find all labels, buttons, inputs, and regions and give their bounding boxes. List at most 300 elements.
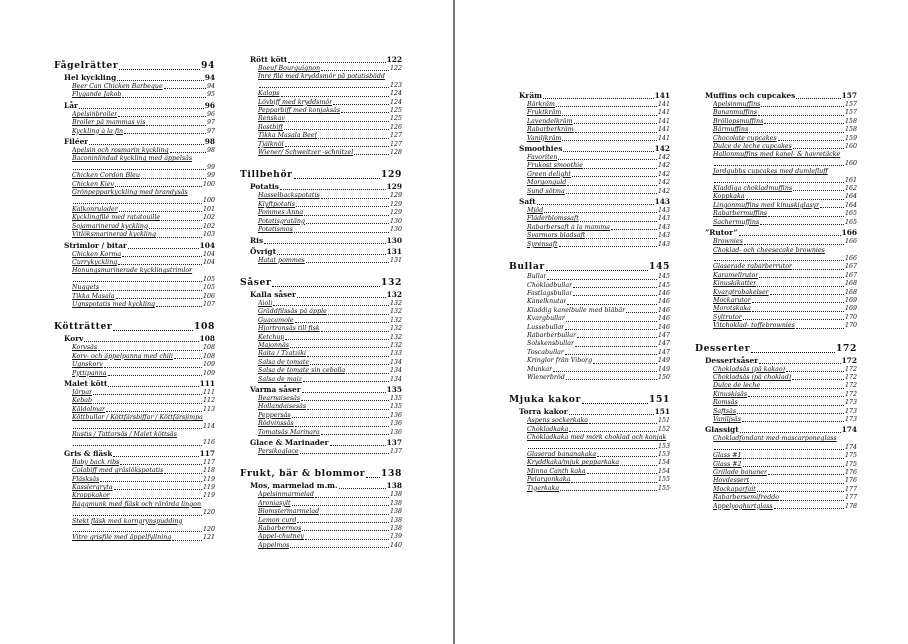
toc-entry — [54, 476, 215, 484]
dot-leader — [273, 305, 389, 306]
toc-page-number: 137 — [389, 448, 402, 455]
toc-page-number: 146 — [657, 315, 670, 323]
toc-entry-title: Sachermuffins — [713, 218, 760, 226]
toc-entry — [240, 317, 402, 325]
toc-entry — [54, 172, 215, 180]
toc-page-number: 130 — [389, 226, 402, 234]
dot-leader — [259, 87, 389, 88]
dot-leader — [758, 115, 844, 116]
toc-entry-title: Rustis / Tattarsås / Malet köttsås — [72, 431, 177, 438]
toc-entry — [240, 491, 402, 499]
toc-page-number: 155 — [657, 476, 670, 484]
dot-leader — [366, 477, 380, 478]
dot-leader — [285, 339, 389, 340]
toc-entry — [509, 485, 670, 493]
toc-page-number: 170 — [844, 322, 857, 330]
toc-entry-title: Romsås — [713, 399, 738, 407]
toc-page-number: 132 — [389, 299, 402, 307]
toc-page-number: 173 — [844, 399, 857, 407]
dot-leader — [573, 295, 657, 296]
toc-entry-title: Såser — [240, 276, 272, 288]
toc-page-number: 118 — [202, 467, 215, 475]
toc-entry-continuation — [72, 526, 215, 534]
dot-leader — [73, 531, 202, 532]
toc-section — [240, 236, 402, 246]
toc-section — [54, 379, 215, 389]
toc-entry — [695, 399, 857, 407]
toc-page-number: 136 — [389, 411, 402, 419]
toc-entry — [695, 135, 857, 143]
toc-entry — [54, 128, 215, 136]
toc-entry — [695, 289, 857, 297]
toc-page-number: 119 — [202, 484, 215, 492]
toc-entry-title: Peppersås — [258, 411, 291, 419]
dot-leader — [116, 298, 202, 299]
toc-entry-title: Rabarbermuffins — [713, 210, 767, 218]
toc-page-number: 142 — [657, 154, 670, 162]
dot-leader — [743, 466, 844, 467]
toc-page-number: 139 — [389, 533, 402, 541]
dot-leader — [744, 244, 844, 245]
toc-entry-title: Ugnspotatis med kyckling — [72, 300, 156, 308]
toc-entry-title: Svarmors bladsaft — [527, 232, 586, 240]
toc-entry-title: Nuggets — [72, 284, 100, 292]
toc-entry-title: Köttbullar / Köttfärsbiffar / Köttfärsjimpa — [72, 414, 203, 422]
toc-entry-continuation — [72, 509, 215, 517]
toc-entry-title: Fläsksås — [72, 475, 100, 483]
dot-leader — [759, 277, 844, 278]
toc-entry-title: Kåldolmar — [72, 405, 106, 413]
toc-entry-title: Vaniljkräm — [527, 134, 562, 142]
dot-leader — [626, 312, 657, 313]
dot-leader — [146, 125, 206, 126]
dot-leader — [341, 112, 389, 113]
toc-page-number: 141 — [657, 134, 670, 142]
toc-entry — [509, 109, 670, 117]
dot-leader — [73, 445, 202, 446]
toc-page-number: 178 — [844, 502, 857, 510]
toc-entry-title: Ketchup — [258, 333, 285, 341]
dot-leader — [297, 522, 389, 523]
dot-leader — [774, 508, 844, 509]
toc-page-number: 154 — [657, 459, 670, 467]
toc-column-2 — [240, 54, 402, 550]
dot-leader — [573, 287, 657, 288]
dot-leader — [174, 358, 202, 359]
toc-entry-continuation — [713, 444, 857, 452]
toc-page-number: 142 — [657, 179, 670, 187]
toc-entry-title: Kötträtter — [54, 321, 113, 333]
toc-entry — [54, 406, 215, 414]
toc-page-number: 136 — [389, 428, 402, 436]
dot-leader — [587, 473, 657, 474]
toc-entry — [240, 367, 402, 375]
dot-leader — [302, 530, 389, 531]
toc-page-number: 97 — [206, 119, 215, 127]
dot-leader — [611, 229, 657, 230]
toc-entry-title: Klyftpotatis — [258, 200, 296, 208]
toc-page-number: 94 — [206, 83, 215, 90]
dot-leader — [558, 159, 657, 160]
toc-page-number: 128 — [389, 149, 402, 157]
toc-entry-title: Colabiff med gräslökspotatis — [72, 467, 164, 475]
toc-page-number: 162 — [844, 185, 857, 193]
toc-entry — [240, 192, 402, 200]
toc-entry-title: Varma såser — [250, 384, 301, 394]
toc-page-number: 105 — [202, 284, 215, 292]
toc-entry-title: Syrénsaft — [527, 240, 558, 248]
dot-leader — [122, 256, 202, 257]
toc-page-number: 158 — [844, 117, 857, 125]
toc-entry-title: Bröllopsmuffins — [713, 117, 764, 125]
toc-entry-title: Grönpepparkyckling med brandysås — [72, 189, 188, 197]
toc-entry-title: Hel kyckling — [64, 73, 117, 82]
toc-entry-title: Tomatsås Marinara — [258, 428, 320, 436]
dot-leader — [737, 413, 844, 414]
toc-entry-title: Pelargonkaka — [527, 476, 571, 484]
toc-entry — [54, 397, 215, 405]
toc-page-number: 164 — [844, 201, 857, 209]
toc-entry-title: Smoothies — [519, 144, 563, 154]
toc-entry-continuation — [72, 423, 215, 431]
dot-leader — [569, 431, 657, 432]
toc-entry — [695, 263, 857, 271]
toc-entry — [509, 459, 670, 467]
toc-entry — [240, 107, 402, 115]
toc-page-number: 131 — [386, 246, 402, 256]
toc-entry-title: Sojamarinerad kyckling — [72, 222, 148, 230]
dot-leader — [553, 371, 657, 372]
toc-page-number: 160 — [844, 159, 857, 167]
toc-section — [240, 247, 402, 257]
toc-entry — [240, 533, 402, 541]
toc-entry-title: Övrigt — [250, 246, 277, 256]
dot-leader — [304, 215, 389, 216]
toc-page-number: 172 — [841, 355, 857, 365]
toc-entry-title: Sund sötma — [527, 187, 565, 195]
toc-entry — [509, 366, 670, 374]
dot-leader — [597, 456, 657, 457]
toc-entry-title: Guacamole — [258, 316, 294, 324]
toc-entry — [54, 206, 215, 214]
toc-entry — [509, 162, 670, 170]
toc-entry — [509, 224, 670, 232]
toc-page-number: 146 — [657, 298, 670, 306]
toc-entry-title: Frukt, bär & blommor — [240, 468, 366, 480]
toc-page-number: 121 — [202, 534, 215, 542]
dot-leader — [111, 498, 202, 499]
toc-entry-title: Kladdiga chokladmuffins — [713, 185, 793, 193]
toc-page-number: 169 — [844, 305, 857, 313]
toc-entry-title: Raita / Tzatziki — [258, 350, 307, 358]
toc-page-number: 165 — [844, 210, 857, 218]
toc-page-number: 173 — [844, 407, 857, 415]
toc-entry — [695, 272, 857, 280]
toc-page-number: 129 — [386, 182, 402, 192]
dot-leader — [100, 290, 202, 291]
toc-entry-title: Rött kött — [250, 55, 288, 64]
toc-entry-title: Solskensbullar — [527, 340, 575, 348]
dot-leader — [749, 132, 844, 133]
dot-leader — [108, 375, 202, 376]
toc-entry-title: Ris — [250, 235, 264, 245]
dot-leader — [793, 190, 844, 191]
dot-leader — [292, 417, 389, 418]
dot-leader — [333, 104, 389, 105]
toc-page-number: 129 — [389, 209, 402, 217]
dot-leader — [567, 304, 656, 305]
toc-entry-title: Pepparbiff med konjaksås — [258, 107, 341, 115]
toc-page-number: 149 — [657, 365, 670, 373]
toc-page-number: 138 — [389, 508, 402, 516]
toc-entry-title: Pommes Anna — [258, 209, 304, 217]
toc-page-number: 146 — [657, 323, 670, 331]
toc-page-number: 119 — [202, 475, 215, 483]
dot-leader — [290, 347, 389, 348]
toc-page-number: 158 — [844, 126, 857, 134]
toc-entry-continuation — [713, 255, 857, 263]
toc-entry — [240, 542, 402, 550]
toc-entry — [509, 315, 670, 323]
toc-page-number: 172 — [844, 373, 857, 381]
toc-page-number: 98 — [206, 147, 215, 155]
toc-page-number: 143 — [657, 215, 670, 223]
toc-entry — [695, 469, 857, 477]
toc-entry-title: Glass #2 — [713, 460, 742, 468]
toc-entry-title: Kyckling à la fin — [72, 127, 124, 135]
toc-entry — [509, 417, 670, 425]
toc-entry — [54, 370, 215, 378]
dot-leader — [93, 403, 202, 404]
dot-leader — [761, 388, 844, 389]
toc-page-number: 153 — [657, 451, 670, 458]
toc-entry-title: Lussebullar — [527, 323, 565, 331]
toc-entry — [509, 215, 670, 223]
toc-entry-title: Morgonguld — [527, 179, 567, 187]
toc-page-number: 142 — [657, 170, 670, 178]
toc-page-number: 168 — [844, 280, 857, 288]
toc-entry — [695, 193, 857, 201]
toc-entry — [509, 468, 670, 476]
toc-entry-title: ”Rutor” — [705, 228, 738, 238]
toc-entry-continuation — [72, 164, 215, 172]
toc-entry — [509, 451, 670, 459]
dot-leader — [562, 140, 657, 141]
toc-entry-title: Favoriten — [527, 154, 558, 162]
toc-section — [695, 91, 857, 101]
toc-entry-title: Kalkonrulader — [72, 205, 118, 213]
dot-leader — [73, 428, 202, 429]
dot-leader — [157, 237, 202, 238]
toc-page-number: 129 — [381, 169, 402, 181]
toc-section — [240, 481, 402, 491]
dot-leader — [115, 186, 202, 187]
toc-page-number: 105 — [202, 275, 215, 283]
dot-leader — [118, 116, 206, 117]
toc-entry-title: Currykyckling — [72, 258, 118, 266]
toc-page-number: 157 — [844, 101, 857, 108]
toc-entry — [509, 179, 670, 187]
toc-page-number: 138 — [381, 468, 402, 480]
toc-page-number: 140 — [389, 541, 402, 549]
toc-page-number: 172 — [836, 342, 857, 354]
toc-entry-continuation — [72, 197, 215, 205]
dot-leader — [714, 165, 844, 166]
toc-entry — [54, 155, 215, 172]
toc-entry — [54, 119, 215, 127]
toc-entry — [240, 65, 402, 73]
dot-leader — [320, 514, 389, 515]
toc-section — [54, 73, 215, 83]
toc-entry-title: Kroppkakor — [72, 492, 110, 500]
dot-leader — [582, 403, 648, 404]
toc-page-number: 108 — [202, 344, 215, 352]
toc-page-number: 132 — [381, 276, 402, 288]
toc-entry-title: Aspens sockerkaka — [527, 417, 589, 425]
toc-entry — [695, 416, 857, 424]
dot-leader — [301, 400, 389, 401]
toc-entry — [509, 232, 670, 240]
toc-entry — [240, 257, 402, 265]
dot-leader — [164, 88, 206, 89]
toc-entry-title: Rabarbermos — [258, 525, 302, 533]
toc-entry-title: Ugnskorv — [72, 361, 103, 369]
toc-entry-title: Renskav — [258, 115, 285, 123]
toc-page-number: 131 — [389, 256, 402, 264]
toc-entry — [240, 124, 402, 132]
toc-entry — [509, 332, 670, 340]
dot-leader — [120, 464, 202, 465]
toc-page-number: 159 — [844, 134, 857, 142]
toc-entry — [240, 218, 402, 226]
toc-entry-continuation — [258, 82, 402, 90]
dot-leader — [295, 322, 389, 323]
dot-leader — [752, 302, 844, 303]
toc-entry — [54, 214, 215, 222]
toc-entry-title: Vitlöksmarinerad kyckling — [72, 231, 156, 239]
dot-leader — [321, 331, 389, 332]
section-spacer — [695, 331, 857, 339]
toc-entry — [54, 467, 215, 475]
toc-entry — [54, 389, 215, 397]
toc-entry-title: Gräddfilssås på äpple — [258, 308, 327, 316]
toc-entry — [695, 382, 857, 390]
toc-page-number: 165 — [844, 218, 857, 226]
toc-chapter — [695, 343, 857, 355]
dot-leader — [577, 337, 657, 338]
toc-entry — [509, 349, 670, 357]
toc-entry — [695, 435, 857, 452]
toc-page-number: 143 — [657, 207, 670, 215]
dot-leader — [108, 386, 198, 387]
dot-leader — [569, 414, 654, 415]
toc-entry — [240, 132, 402, 140]
dot-leader — [89, 144, 204, 145]
toc-entry — [695, 374, 857, 382]
toc-page-number: 122 — [389, 65, 402, 72]
toc-entry-title: Minna Canth kaka — [527, 467, 586, 475]
toc-entry-title: Tjälknöl — [258, 140, 284, 148]
toc-page-number: 149 — [657, 357, 670, 365]
toc-column-1 — [54, 56, 215, 543]
toc-entry-title: Chokladfondant med mascarponeglass — [713, 435, 837, 443]
toc-entry — [695, 185, 857, 193]
toc-entry — [695, 366, 857, 374]
toc-page-number: 132 — [389, 308, 402, 316]
toc-entry-title: Filéer — [64, 137, 89, 147]
toc-entry-title: Chicken Cordon Bleu — [72, 172, 140, 180]
toc-entry-title: Lavendelkräm — [527, 117, 573, 125]
toc-entry — [54, 459, 215, 467]
toc-section — [509, 144, 670, 154]
toc-entry-title: Stekt fläsk med korngrynspudding — [72, 517, 183, 525]
toc-entry-title: Chicken Kiev — [72, 180, 115, 188]
toc-page-number: 155 — [657, 484, 670, 492]
toc-entry — [54, 301, 215, 309]
toc-entry — [695, 168, 857, 185]
toc-entry — [509, 374, 670, 382]
dot-leader — [580, 221, 657, 222]
toc-page-number: 120 — [202, 509, 215, 517]
toc-entry-title: Dulce de leche cupcakes — [713, 143, 792, 151]
toc-page-number: 175 — [844, 460, 857, 468]
dot-leader — [770, 294, 844, 295]
toc-entry-title: Bearnaisesås — [258, 394, 301, 402]
dot-leader — [796, 98, 840, 99]
toc-page-number: 173 — [844, 416, 857, 423]
toc-page-number: 145 — [657, 273, 670, 281]
toc-entry — [54, 231, 215, 239]
toc-page-number: 133 — [389, 350, 402, 358]
toc-entry — [240, 141, 402, 149]
toc-entry — [509, 298, 670, 306]
dot-leader — [751, 352, 835, 353]
toc-entry-continuation — [527, 443, 670, 451]
toc-section — [240, 385, 402, 395]
dot-leader — [764, 123, 844, 124]
toc-entry-title: Kalops — [258, 90, 280, 98]
dot-leader — [328, 314, 389, 315]
toc-page-number: 145 — [649, 261, 670, 273]
toc-page-number: 98 — [204, 137, 215, 147]
toc-section — [695, 356, 857, 366]
toc-page-number: 168 — [844, 288, 857, 296]
toc-entry-title: Honungsmarinerade kycklingstrimlor — [72, 267, 193, 275]
dot-leader — [305, 539, 389, 540]
toc-entry — [240, 73, 402, 90]
toc-page-number: 129 — [389, 200, 402, 208]
dot-leader — [172, 540, 202, 541]
dot-leader — [780, 500, 844, 501]
dot-leader — [295, 426, 389, 427]
dot-leader — [714, 260, 844, 261]
toc-entry — [54, 284, 215, 292]
dot-leader — [294, 178, 380, 179]
toc-page-number: 124 — [389, 98, 402, 106]
toc-page-number: 100 — [202, 180, 215, 188]
toc-entry-title: Gris & fläsk — [64, 448, 113, 458]
toc-entry-title: Desserter — [695, 342, 751, 354]
toc-page-number: 106 — [202, 292, 215, 300]
toc-page-number: 146 — [657, 289, 670, 297]
toc-entry — [509, 290, 670, 298]
dot-leader — [820, 207, 844, 208]
toc-page-number: 143 — [657, 232, 670, 240]
toc-entry-title: Vitchoklad- toffebrownies — [713, 322, 795, 330]
dot-leader — [757, 491, 844, 492]
toc-entry-title: Hallonmuffins med kanel- & havretäcke — [713, 151, 841, 159]
toc-entry — [54, 267, 215, 284]
